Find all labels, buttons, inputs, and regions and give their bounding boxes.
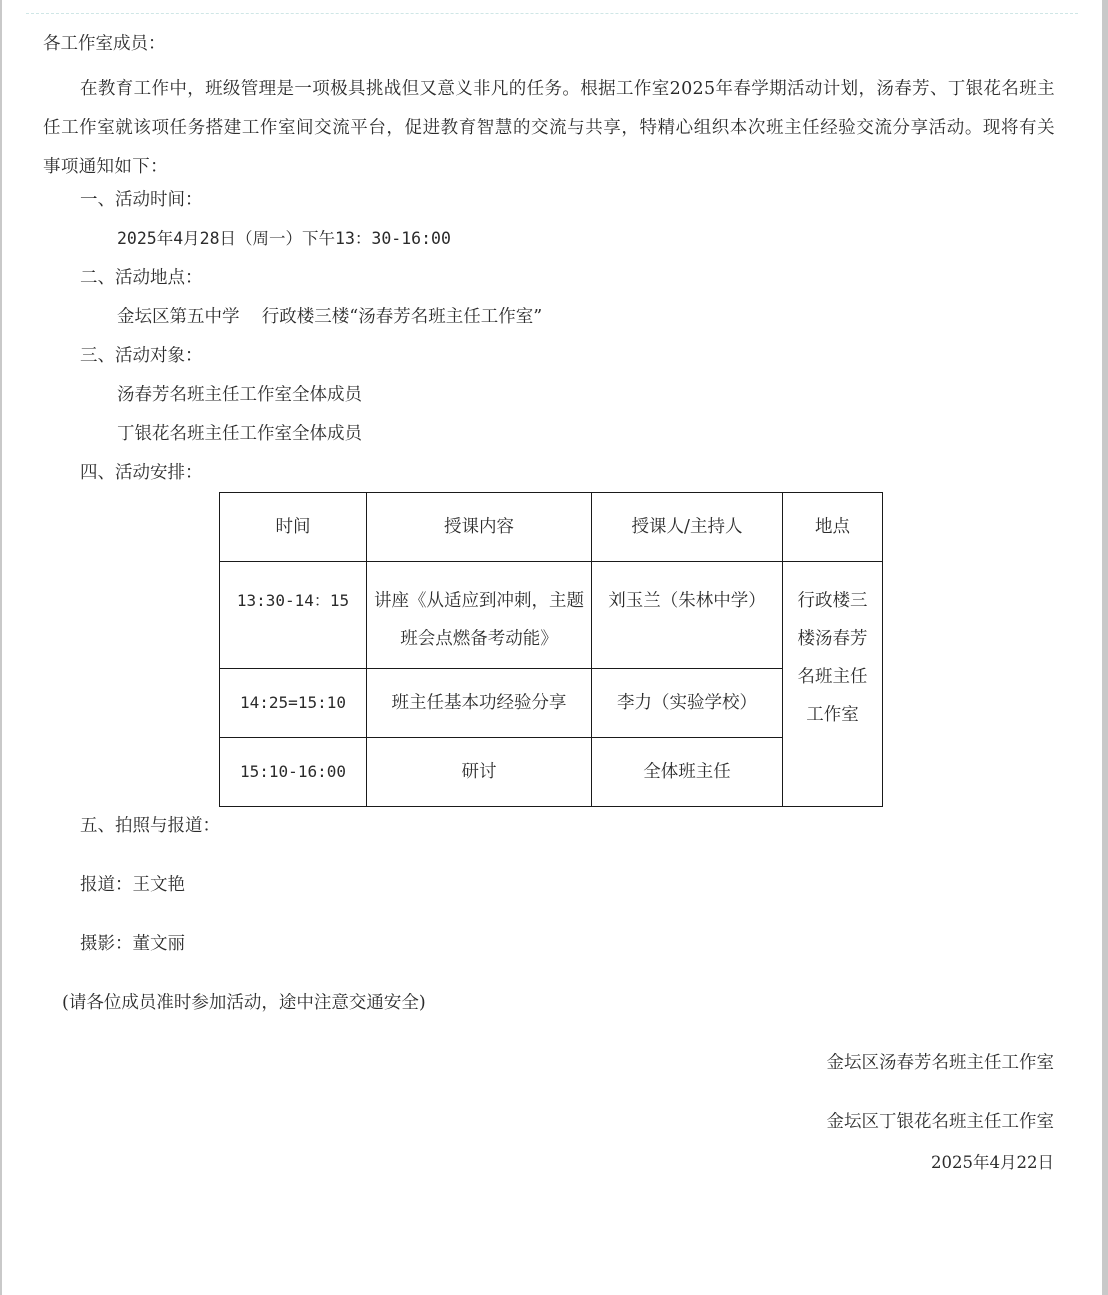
report-photographer: 摄影：董文丽: [80, 934, 185, 954]
header-cell-location: 地点: [783, 493, 883, 562]
signature-org-1: 金坛区汤春芳名班主任工作室: [826, 1053, 1054, 1073]
signature-org-2: 金坛区丁银花名班主任工作室: [826, 1112, 1054, 1132]
row-location: 行政楼三楼汤春芳名班主任工作室: [783, 562, 883, 807]
place-value: 金坛区第五中学 行政楼三楼“汤春芳名班主任工作室”: [117, 307, 543, 327]
row-content: 研讨: [367, 738, 592, 807]
audience-item: 丁银花名班主任工作室全体成员: [117, 424, 362, 444]
salutation: 各工作室成员：: [43, 34, 166, 54]
row-speaker: 刘玉兰（朱林中学）: [592, 562, 783, 669]
intro-paragraph: 在教育工作中，班级管理是一项极具挑战但又意义非凡的任务。根据工作室2025年春学期活动计划，汤春芳、丁银花名班主任工作室就该项任务搭建工作室间交流平台，促进教育智慧的交流与共享，特精心组织本次班主任经验交流分享活动。现将有关事项通知如下：: [43, 79, 1055, 177]
audience-heading: 三、活动对象：: [80, 346, 203, 366]
schedule-heading: 四、活动安排：: [80, 463, 203, 483]
reminder-note: (请各位成员准时参加活动，途中注意交通安全): [62, 993, 426, 1013]
row-speaker: 全体班主任: [592, 738, 783, 807]
row-content: 讲座《从适应到冲刺，主题班会点燃备考动能》: [367, 562, 592, 669]
row-time: 14:25=15:10: [220, 669, 367, 738]
header-cell-time: 时间: [220, 493, 367, 562]
schedule-table: [219, 492, 883, 807]
row-content: 班主任基本功经验分享: [367, 669, 592, 738]
time-heading: 一、活动时间：: [80, 190, 203, 210]
table-row: [220, 562, 883, 669]
row-time: 15:10-16:00: [220, 738, 367, 807]
row-speaker: 李力（实验学校）: [592, 669, 783, 738]
audience-item: 汤春芳名班主任工作室全体成员: [117, 385, 362, 405]
row-time: 13:30-14：15: [220, 562, 367, 669]
place-heading: 二、活动地点：: [80, 268, 203, 288]
header-cell-speaker: 授课人/主持人: [592, 493, 783, 562]
time-value: 2025年4月28日（周一）下午13：30-16:00: [117, 229, 451, 248]
report-heading: 五、拍照与报道：: [80, 816, 220, 836]
table-header-row: [220, 493, 883, 562]
header-cell-content: 授课内容: [367, 493, 592, 562]
report-reporter: 报道：王文艳: [80, 875, 185, 895]
page-right-border: [1102, 0, 1108, 1295]
signature-date: 2025年4月22日: [931, 1153, 1054, 1172]
